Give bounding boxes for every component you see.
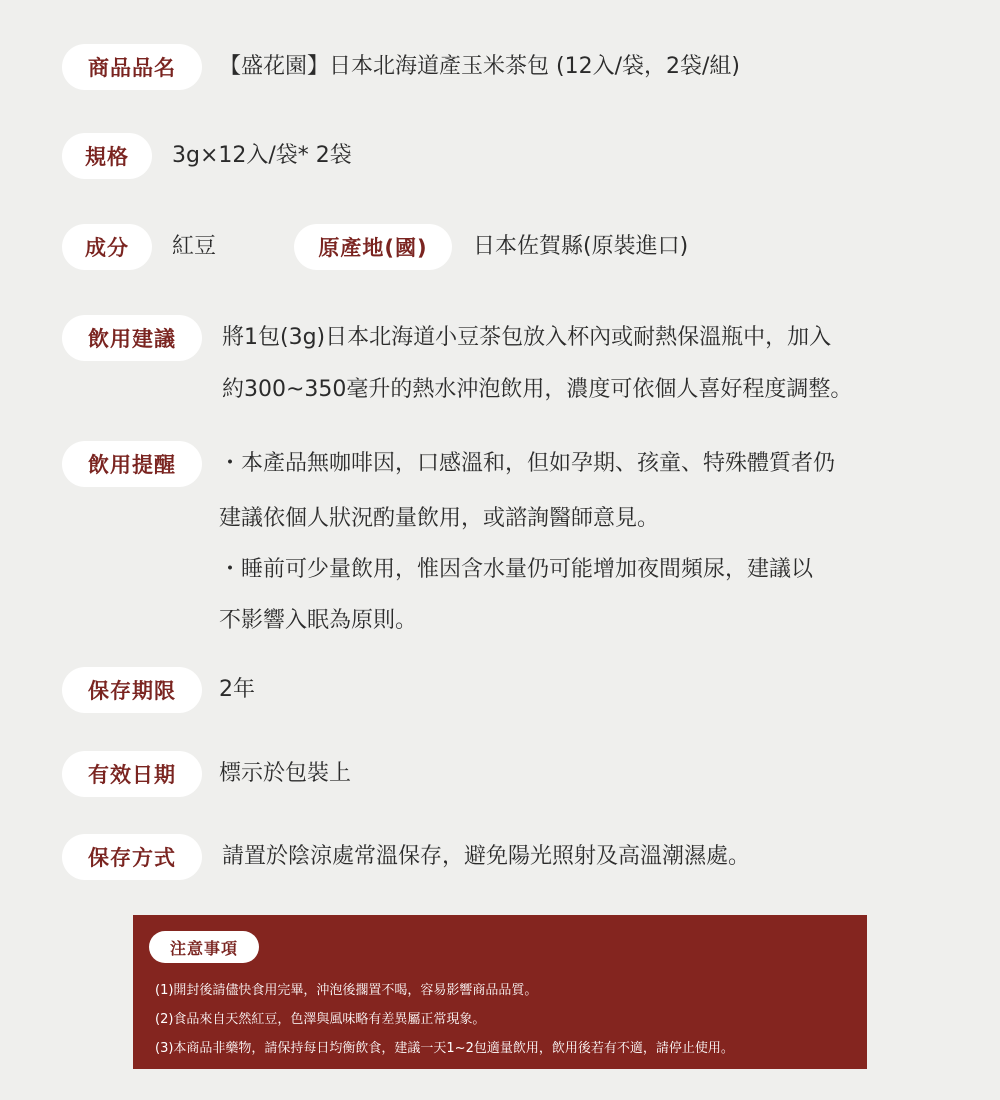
origin-value: 日本佐賀縣(原裝進口) — [473, 234, 689, 259]
reminder-line-1: ・本產品無咖啡因，口感溫和，但如孕期、孩童、特殊體質者仍 — [219, 451, 836, 476]
reminder-line-2: 建議依個人狀況酌量飲用，或諮詢醫師意見。 — [219, 506, 660, 531]
ingredients-value: 紅豆 — [172, 234, 217, 259]
usage-label: 飲用建議 — [62, 315, 202, 361]
product-name-value: 【盛花園】日本北海道產玉米茶包 (12入/袋，2袋/組) — [219, 54, 740, 79]
origin-label: 原產地(國) — [294, 224, 452, 270]
usage-line-2: 約300~350毫升的熱水沖泡飲用，濃度可依個人喜好程度調整。 — [222, 377, 853, 402]
notice-title: 注意事項 — [149, 931, 259, 963]
expiry-value: 標示於包裝上 — [219, 761, 352, 786]
storage-value: 請置於陰涼處常溫保存，避免陽光照射及高溫潮濕處。 — [222, 844, 751, 869]
notice-line-1: (1)開封後請儘快食用完畢，沖泡後擱置不喝，容易影響商品品質。 — [155, 983, 538, 998]
notice-line-2: (2)食品來自天然紅豆，色澤與風味略有差異屬正常現象。 — [155, 1012, 486, 1027]
ingredients-label: 成分 — [62, 224, 152, 270]
product-name-label: 商品品名 — [62, 44, 202, 90]
notice-box — [133, 915, 867, 1069]
reminder-line-3: ・睡前可少量飲用，惟因含水量仍可能增加夜間頻尿，建議以 — [219, 557, 814, 582]
expiry-label: 有效日期 — [62, 751, 202, 797]
storage-label: 保存方式 — [62, 834, 202, 880]
notice-line-3: (3)本商品非藥物，請保持每日均衡飲食，建議一天1~2包適量飲用，飲用後若有不適，請停止使用。 — [155, 1041, 734, 1056]
reminder-line-4: 不影響入眠為原則。 — [219, 608, 418, 633]
spec-label: 規格 — [62, 133, 152, 179]
reminder-label: 飲用提醒 — [62, 441, 202, 487]
spec-value: 3g×12入/袋* 2袋 — [172, 143, 352, 168]
usage-line-1: 將1包(3g)日本北海道小豆茶包放入杯內或耐熱保溫瓶中，加入 — [222, 325, 832, 350]
shelf-life-label: 保存期限 — [62, 667, 202, 713]
shelf-life-value: 2年 — [219, 677, 255, 702]
